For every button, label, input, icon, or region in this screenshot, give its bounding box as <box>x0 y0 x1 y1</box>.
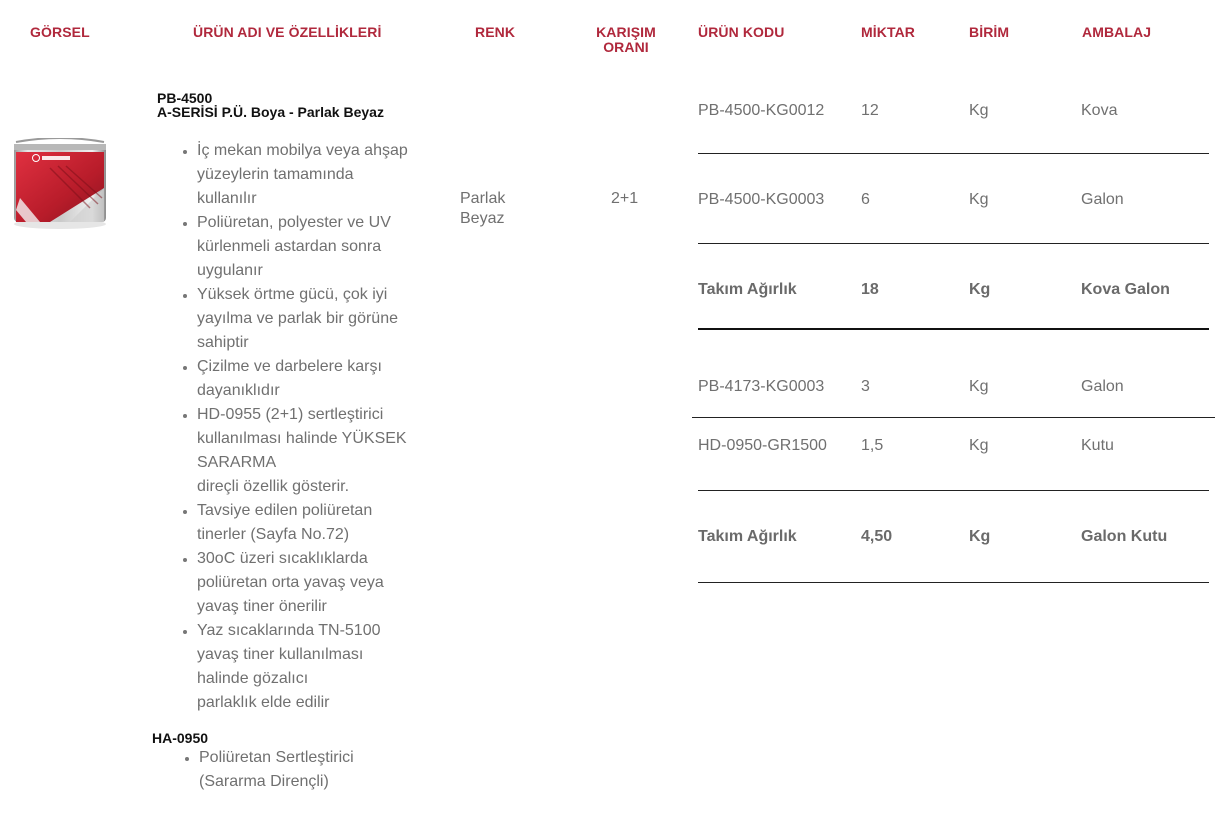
feature-line: parlaklık elde edilir <box>197 694 330 711</box>
row-unit: Kg <box>969 281 991 298</box>
row-divider <box>692 417 1215 418</box>
feature-line: (Sararma Dirençli) <box>199 773 329 790</box>
feature-line: yavaş tiner önerilir <box>197 598 327 615</box>
row-packaging: Kova <box>1081 102 1118 119</box>
feature-item <box>197 619 437 715</box>
feature-line: Yaz sıcaklarında TN-5100 <box>197 622 381 639</box>
header-product-name: ÜRÜN ADI VE ÖZELLİKLERİ <box>193 24 382 40</box>
paint-can-icon <box>10 138 110 230</box>
header-product-code: ÜRÜN KODU <box>698 24 785 40</box>
product-color-line1: Parlak <box>460 190 506 207</box>
feature-line: Poliüretan, polyester ve UV <box>197 214 391 231</box>
feature-line: dayanıklıdır <box>197 382 280 399</box>
header-mix-line2: ORANI <box>603 39 649 55</box>
feature-line: Poliüretan Sertleştirici <box>199 749 354 766</box>
product-color-line2: Beyaz <box>460 210 505 227</box>
feature-line: 30oC üzeri sıcaklıklarda <box>197 550 368 567</box>
feature-line: İç mekan mobilya veya ahşap <box>197 142 408 159</box>
row-quantity: 1,5 <box>861 437 884 454</box>
row-divider <box>698 490 1209 491</box>
feature-item <box>197 547 437 619</box>
header-unit: BİRİM <box>969 24 1010 40</box>
feature-line: sahiptir <box>197 334 249 351</box>
section-divider <box>698 328 1209 330</box>
feature-item <box>197 499 437 547</box>
feature-line: kullanılması halinde YÜKSEK <box>197 430 407 447</box>
feature-line: halinde gözalıcı <box>197 670 309 687</box>
feature-item <box>197 139 437 211</box>
product-color <box>460 189 505 229</box>
feature-item <box>199 746 439 794</box>
row-quantity: 4,50 <box>861 528 893 545</box>
product-image <box>10 138 110 230</box>
feature-line: direçli özellik gösterir. <box>197 478 350 495</box>
row-unit: Kg <box>969 528 991 545</box>
hardener-code: HA-0950 <box>152 730 209 746</box>
row-quantity: 12 <box>861 102 879 119</box>
row-unit: Kg <box>969 378 989 395</box>
feature-line: kullanılır <box>197 190 257 207</box>
feature-line: kürlenmeli astardan sonra <box>197 238 382 255</box>
row-code: Takım Ağırlık <box>698 528 797 545</box>
row-unit: Kg <box>969 437 989 454</box>
header-quantity: MİKTAR <box>861 24 915 40</box>
feature-line: SARARMA <box>197 454 277 471</box>
feature-line: yavaş tiner kullanılması <box>197 646 364 663</box>
product-code: PB-4500 <box>157 90 213 106</box>
feature-line: Çizilme ve darbelere karşı <box>197 358 382 375</box>
row-divider <box>698 153 1209 154</box>
feature-item <box>197 355 437 403</box>
row-unit: Kg <box>969 191 989 208</box>
feature-line: yayılma ve parlak bir görüne <box>197 310 398 327</box>
feature-line: yüzeylerin tamamında <box>197 166 354 183</box>
row-packaging: Galon Kutu <box>1081 528 1168 545</box>
mix-ratio-value: 2+1 <box>611 190 639 207</box>
feature-item <box>197 403 437 499</box>
row-packaging: Kova Galon <box>1081 281 1170 298</box>
header-color: RENK <box>475 24 516 40</box>
row-unit: Kg <box>969 102 989 119</box>
row-packaging: Galon <box>1081 378 1124 395</box>
row-code: Takım Ağırlık <box>698 281 797 298</box>
feature-line: Tavsiye edilen poliüretan <box>197 502 373 519</box>
row-quantity: 18 <box>861 281 879 298</box>
header-image: GÖRSEL <box>30 24 90 40</box>
header-mix-ratio <box>586 25 666 55</box>
row-code: PB-4173-KG0003 <box>698 378 825 395</box>
product-title: A-SERİSİ P.Ü. Boya - Parlak Beyaz <box>157 104 384 120</box>
row-quantity: 3 <box>861 378 870 395</box>
row-packaging: Kutu <box>1081 437 1114 454</box>
feature-line: Yüksek örtme gücü, çok iyi <box>197 286 388 303</box>
feature-list <box>177 139 437 715</box>
feature-line: tinerler (Sayfa No.72) <box>197 526 350 543</box>
row-code: PB-4500-KG0012 <box>698 102 825 119</box>
header-packaging: AMBALAJ <box>1082 24 1152 40</box>
row-quantity: 6 <box>861 191 870 208</box>
feature-item <box>197 211 437 283</box>
row-divider <box>698 582 1209 583</box>
row-divider <box>698 243 1209 244</box>
row-code: HD-0950-GR1500 <box>698 437 827 454</box>
row-code: PB-4500-KG0003 <box>698 191 825 208</box>
hardener-feature-list <box>179 746 439 794</box>
feature-line: poliüretan orta yavaş veya <box>197 574 384 591</box>
feature-line: uygulanır <box>197 262 263 279</box>
feature-item <box>197 283 437 355</box>
feature-line: HD-0955 (2+1) sertleştirici <box>197 406 384 423</box>
row-packaging: Galon <box>1081 191 1124 208</box>
header-mix-line1: KARIŞIM <box>596 24 656 40</box>
